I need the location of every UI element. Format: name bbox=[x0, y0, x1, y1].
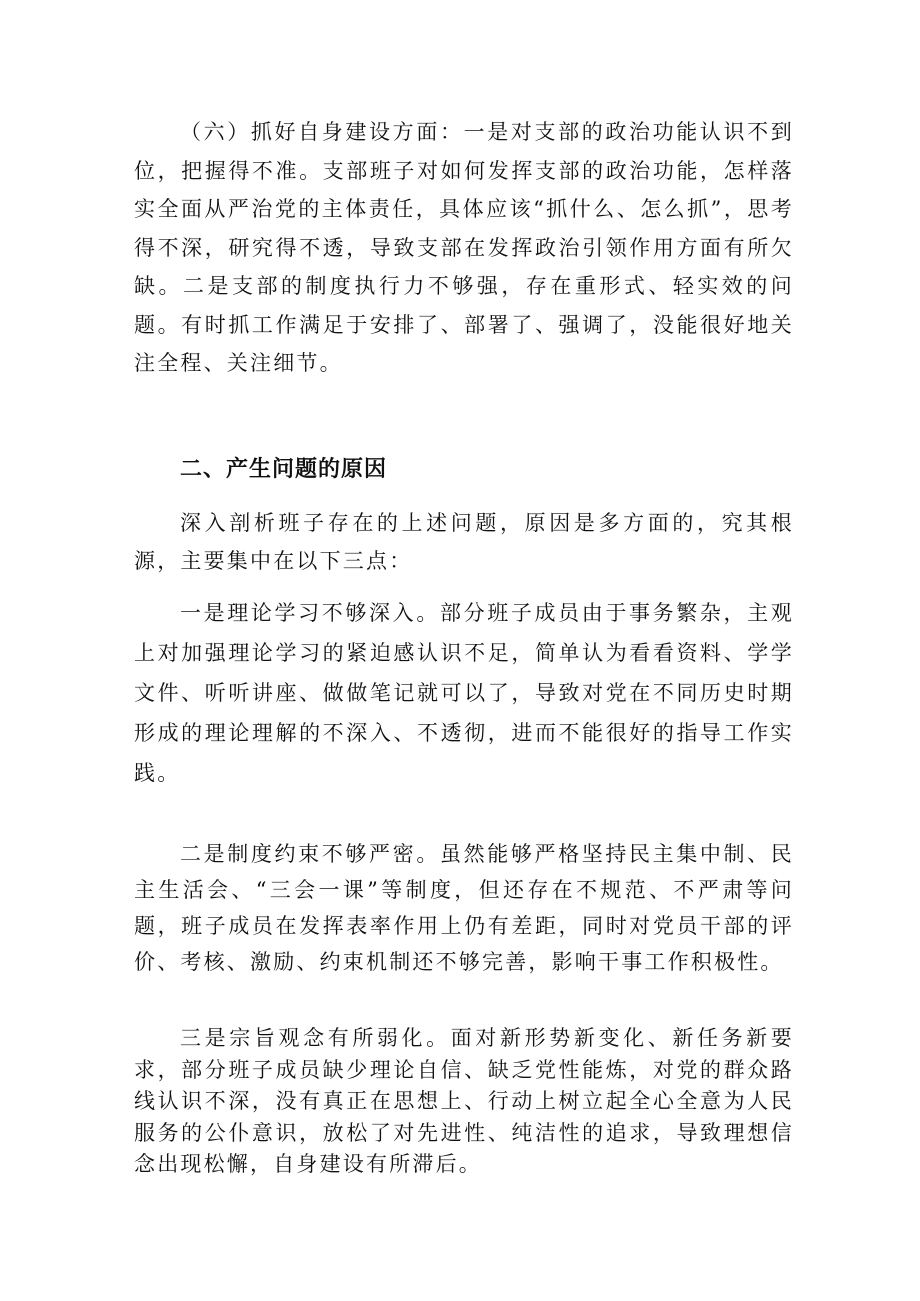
paragraph-self-construction: （六）抓好自身建设方面：一是对支部的政治功能认识不到位，把握得不准。支部班子对如何发挥支部的政治功能，怎样落实全面从严治党的主体责任，具体应该“抓什么、怎么抓”，思考得不深，研究得不透，导致支部在发挥政治引领作用方面有所欠缺。二是支部的制度执行力不够强，存在重形式、轻实效的问题。有时抓工作满足于安排了、部署了、强调了，没能很好地关注全程、关注细节。 bbox=[134, 120, 794, 375]
paragraph-cause-purpose-concept: 三是宗旨观念有所弱化。面对新形势新变化、新任务新要求，部分班子成员缺少理论自信、缺乏党性能炼，对党的群众路线认识不深，没有真正在思想上、行动上树立起全心全意为人民服务的公仆意识，放松了对先进性、纯洁性的追求，导致理想信念出现松懈，自身建设有所滞后。 bbox=[134, 1026, 794, 1176]
paragraph-cause-theory-study: 一是理论学习不够深入。部分班子成员由于事务繁杂，主观上对加强理论学习的紧迫感认识不足，简单认为看看资料、学学文件、听听讲座、做做笔记就可以了，导致对党在不同历史时期形成的理论理解的不深入、不透彻，进而不能很好的指导工作实践。 bbox=[134, 601, 794, 785]
paragraph-causes-intro: 深入剖析班子存在的上述问题，原因是多方面的，究其根源，主要集中在以下三点： bbox=[134, 511, 794, 573]
section-heading-causes: 二、产生问题的原因 bbox=[180, 457, 388, 482]
paragraph-cause-system-constraint: 二是制度约束不够严密。虽然能够严格坚持民主集中制、民主生活会、“三会一课”等制度，但还存在不规范、不严肃等问题，班子成员在发挥表率作用上仍有差距，同时对党员干部的评价、考核、激励、约束机制还不够完善，影响干事工作积极性。 bbox=[134, 842, 794, 974]
